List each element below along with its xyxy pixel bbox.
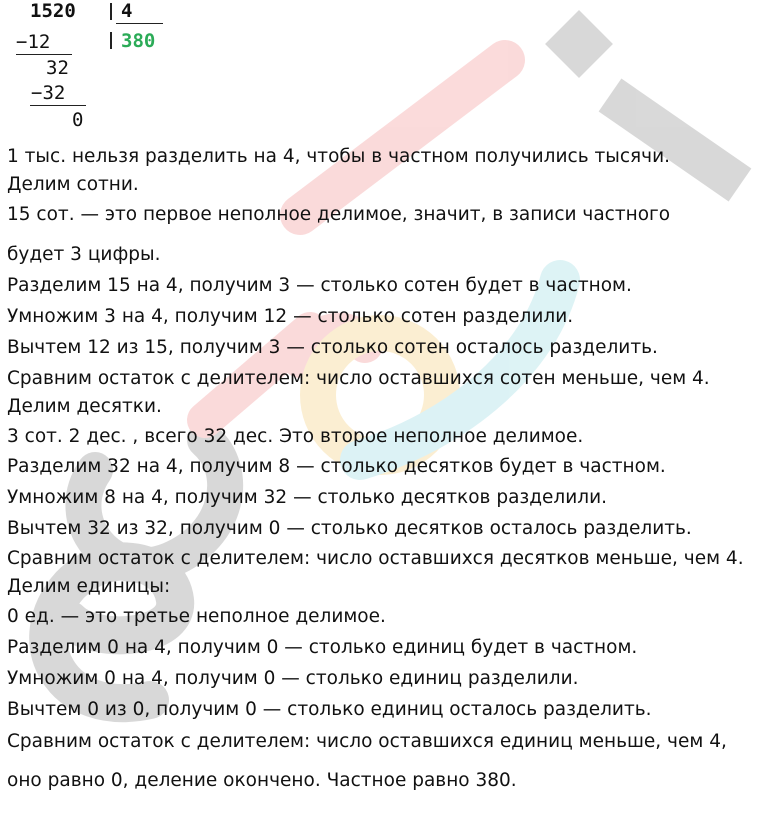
explanation-line: 0 ед. — это третье неполное делимое.: [7, 606, 386, 627]
quotient: 380: [121, 30, 156, 52]
explanation-line: Вычтем 12 из 15, получим 3 — столько сотен осталось разделить.: [7, 337, 658, 358]
explanation-line: будет 3 цифры.: [7, 244, 161, 265]
long-division: [0, 0, 200, 135]
step-line-2: [30, 105, 86, 106]
watermark-letter-i: [610, 95, 740, 185]
explanation-line: 3 сот. 2 дес. , всего 32 дес. Это второе неполное делимое.: [7, 426, 584, 447]
explanation-line: Разделим 32 на 4, получим 8 — столько десятков будет в частном.: [7, 456, 666, 477]
watermark-i-dot: [545, 10, 613, 78]
explanation-line: 15 сот. — это первое неполное делимое, значит, в записи частного: [7, 204, 671, 225]
explanation-line: Делим единицы:: [7, 576, 171, 597]
explanation-line: 1 тыс. нельзя разделить на 4, чтобы в частном получились тысячи.: [7, 146, 670, 167]
step-line-1: [16, 54, 72, 55]
divisor-underline: [116, 23, 163, 24]
explanation-line: Вычтем 0 из 0, получим 0 — столько единиц осталось разделить.: [7, 699, 652, 720]
explanation-line: Сравним остаток с делителем: число оставшихся единиц меньше, чем 4,: [7, 731, 727, 752]
explanation-line: Умножим 8 на 4, получим 32 — столько десятков разделили.: [7, 487, 608, 508]
divisor: 4: [121, 0, 133, 22]
explanation-line: Сравним остаток с делителем: число оставшихся десятков меньше, чем 4.: [7, 548, 744, 569]
watermark-letter-k: [420, 70, 760, 300]
step-subtract-1: −12: [16, 31, 51, 53]
dividend: 1520: [30, 0, 76, 22]
step-remainder-1: 32: [46, 57, 69, 79]
explanation-line: Умножим 3 на 4, получим 12 — столько сотен разделили.: [7, 306, 574, 327]
explanation-line: Сравним остаток с делителем: число оставшихся сотен меньше, чем 4.: [7, 368, 710, 389]
explanation-line: Разделим 0 на 4, получим 0 — столько единиц будет в частном.: [7, 637, 638, 658]
explanation-line: Умножим 0 на 4, получим 0 — столько единиц разделили.: [7, 668, 579, 689]
explanation-line: оно равно 0, деление окончено. Частное равно 380.: [7, 770, 517, 791]
step-subtract-2: −32: [31, 82, 66, 104]
division-bar-top: [110, 3, 112, 20]
explanation-line: Делим сотни.: [7, 174, 139, 195]
division-bar-bottom: [110, 32, 112, 49]
explanation-line: Вычтем 32 из 32, получим 0 — столько десятков осталось разделить.: [7, 518, 692, 539]
explanation-line: Делим десятки.: [7, 396, 162, 417]
explanation-line: Разделим 15 на 4, получим 3 — столько сотен будет в частном.: [7, 275, 632, 296]
watermark-k-stem: [300, 60, 505, 215]
step-remainder-2: 0: [72, 109, 84, 131]
